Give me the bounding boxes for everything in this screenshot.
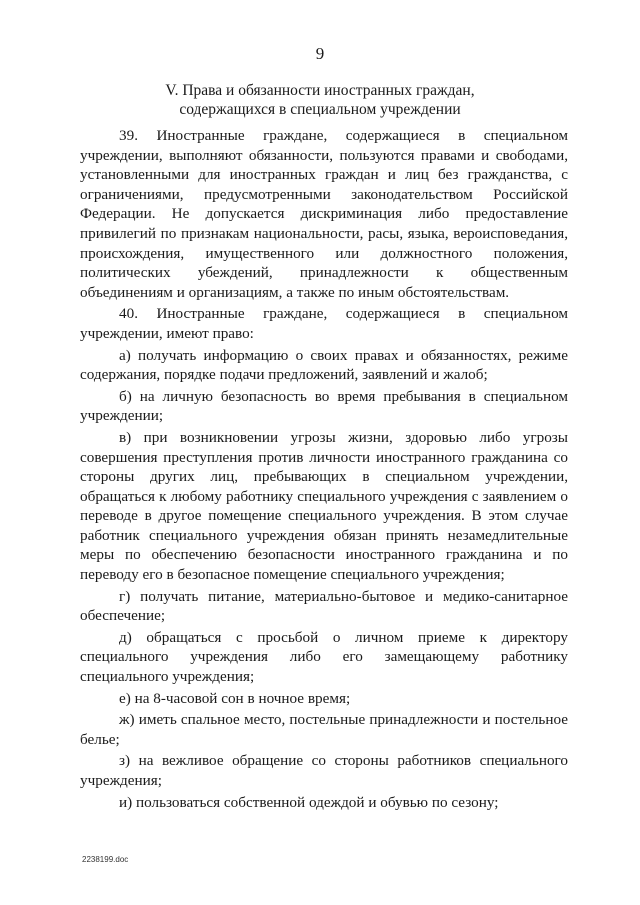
section-heading [80,81,560,119]
list-item-z: з) на вежливое обращение со стороны работников специального учреждения; [80,752,568,789]
section-heading-line-1: V. Права и обязанности иностранных граждан, [165,82,475,99]
list-item-i: и) пользоваться собственной одеждой и обувью по сезону; [119,793,499,811]
list-item-b: б) на личную безопасность во время пребывания в специальном учреждении; [80,387,568,425]
section-heading-line-2: содержащихся в специальном учреждении [179,101,461,118]
list-item-e: е) на 8-часовой сон в ночное время; [119,689,351,707]
document-body [80,126,568,814]
paragraph-39: 39. Иностранные граждане, содержащиеся в специальном учреждении, выполняют обязанности, пользуются правами и свободами, установленными для иностранных граждан и лиц без гражданства, с ограничениями, предусмотренными законодательством Российской Федерации. Не допускается дискриминация либо предоставление привилегий по признакам национальности, расы, языка, вероисповедания, происхождения, имущественного или должностного положения, политических убеждений, принадлежности к общественным объединениям и организациям, а также по иным обстоятельствам. [80,127,568,301]
list-item-d: д) обращаться с просьбой о личном приеме к директору специального учреждения либо его замещающему работнику специального учреждения; [80,628,568,686]
list-item-v: в) при возникновении угрозы жизни, здоровью либо угрозы совершения преступления против личности иностранного гражданина со стороны других лиц, пребывающих в специальном учреждении, обращаться к любому работнику специального учреждения с заявлением о переводе в другое помещение специального учреждения. В этом случае работник специального учреждения обязан принять незамедлительные меры по обеспечению безопасности иностранного гражданина и по переводу его в безопасное помещение специального учреждения; [80,428,568,584]
list-item-zh: ж) иметь спальное место, постельные принадлежности и постельное белье; [80,711,568,748]
list-item-g: г) получать питание, материально-бытовое и медико-санитарное обеспечение; [80,587,568,625]
page-number: 9 [315,44,325,63]
paragraph-40: 40. Иностранные граждане, содержащиеся в специальном учреждении, имеют право: [80,305,568,342]
footer-file-name: 2238199.doc [82,855,129,864]
list-item-a: а) получать информацию о своих правах и обязанностях, режиме содержания, порядке подачи предложений, заявлений и жалоб; [80,346,568,384]
